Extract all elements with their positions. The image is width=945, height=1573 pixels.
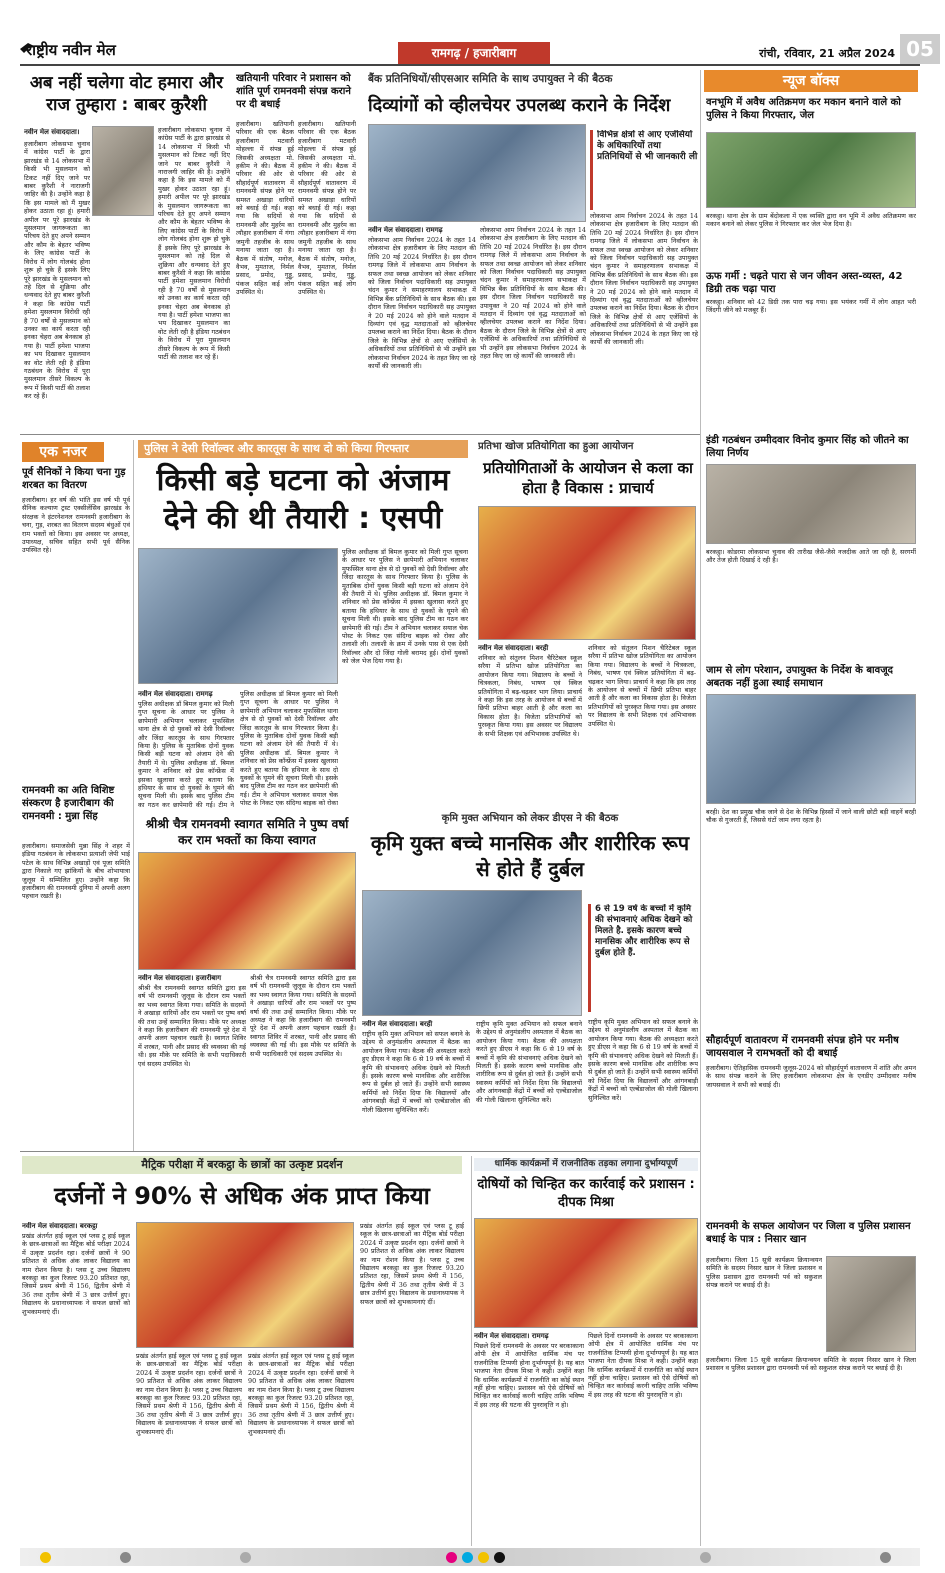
sahayak-body-col2: पिछले दिनों रामनवमी के अवसर पर बरकाकाना ओपी क्षेत्र में आयोजित धार्मिक मंच पर राजनीतिक टिप्पणी होना दुर्भाग्यपूर्ण है। यह बात भाजपा नेता दीपक मिश्रा ने कही। उन्होंने कहा कि धार्मिक कार्यक्रमों में राजनीति का कोई स्थान नहीं होना चाहिए। प्रशासन को ऐसे दोषियों को चिन्हित कर कार्रवाई करनी चाहिए ताकि भविष्य में इस तरह की घटना की पुनरावृत्ति न हो। — [588, 1332, 698, 1399]
deworm-kicker: कृमि मुक्त अभियान को लेकर डीएस ने की बैठक — [441, 813, 619, 824]
bank-kicker: बैंक प्रतिनिधियों/सीएसआर समिति के साथ उपायुक्त ने की बैठक — [368, 73, 613, 85]
matric-body-col2: प्रखंड अंतर्गत हाई स्कूल एवं प्लस टू हाई स्कूल के छात्र-छात्राओं का मैट्रिक बोर्ड परीक्षा 2024 में उत्कृष्ट प्रदर्शन रहा। दर्जनों छात्रों ने 90 प्रतिशत से अधिक अंक लाकर विद्यालय का नाम रोशन किया है। प्लस टू उच्च विद्यालय बरकट्ठा का कुल रिजल्ट 93.20 प्रतिशत रहा, जिसमें प्रथम श्रेणी में 156, द्वितीय श्रेणी में 36 तथा तृतीय श्रेणी में 3 छात्र उत्तीर्ण हुए। विद्यालय के प्रधानाध्यापक ने सफल छात्रों को शुभकामनाएं दीं। — [136, 1352, 242, 1436]
sahayak-kicker: धार्मिक कार्यक्रमों में राजनीतिक तड़का लगाना दुर्भाग्यपूर्ण — [474, 1158, 698, 1171]
vote-byline: नवीन मेल संवाददाता। — [24, 128, 80, 136]
competition-body: शनिवार को संतुलन मिशन चैरिटेबल स्कूल सरैया में प्रतिभा खोज प्रतियोगिता का आयोजन किया गया। विद्यालय के बच्चों ने चित्रकला, निबंध, भाषण एवं क्विज प्रतियोगिता में बढ़-चढ़कर भाग लिया। प्राचार्य ने कहा कि इस तरह के आयोजन से बच्चों में छिपी प्रतिभा बाहर आती है और कला का विकास होता है। विजेता प्रतिभागियों को पुरस्कृत किया गया। इस अवसर पर विद्यालय के सभी शिक्षक एवं अभिभावक उपस्थित थे। — [478, 654, 582, 738]
vote-body: हजारीबाग लोकसभा चुनाव में कांग्रेस पार्टी के द्वारा झारखंड से 14 लोकसभा में किसी भी मुसलमान को टिकट नहीं दिए जाने पर बाबर कुरैशी ने नाराजगी जाहिर की है। उन्होंने कहा है कि इस मामले को मैं मुखर होकर उठाता रहा हूं। हमारी अपील पर पूरे झारखंड के मुसलमान जागरूकता का परिचय देते हुए अपने सम्मान और कौम के बेहतर भविष्य के लिए कांग्रेस पार्टी के विरोध में लोग गोलबंद होना शुरू हो चुके हैं इसके लिए पूरे झारखंड के मुसलमान को तहे दिल से शुक्रिया और धन्यवाद देते हुए बाबर कुरैशी ने कहा कि कांग्रेस पार्टी हमेशा मुसलमान विरोधी रही है 70 वर्षों से मुसलमान को उनका का कार्य करता रही इनका चेहरा अब बेनकाब हो गया है। पार्टी हमेशा भाजपा का भय दिखाकर मुसलमान का वोट लेती रही है इंडिया गठबंधन के विरोध में पूरा मुसलमान तीसरे विकल्प के रूप में किसी पार्टी की तलाश कर रहे हैं। — [24, 140, 90, 401]
ek-nazar-item2-headline: रामनवमी का अति विशिष्ट संस्करण है हजारीबाग की रामनवमी : मुन्ना सिंह — [22, 785, 115, 822]
column-rule — [471, 1156, 472, 1546]
registration-dot — [240, 1552, 251, 1563]
crime-body-col3: पुलिस अधीक्षक डॉ बिमल कुमार को मिली गुप्त सूचना के आधार पर पुलिस ने छापेमारी अभियान चलाकर मुफस्सिल थाना क्षेत्र से दो युवकों को देसी रिवॉल्वर और जिंदा कारतूस के साथ गिरफ्तार किया है। पुलिस के मुताबिक दोनों युवक किसी बड़ी घटना को अंजाम देने की तैयारी में थे। पुलिस अधीक्षक डॉ. बिमल कुमार ने शनिवार को प्रेस कॉन्फ्रेंस में इसका खुलासा करते हुए बताया कि हथियार के साथ दो युवकों के घूमने की सूचना मिली थी। इसके बाद पुलिस टीम का गठन कर छापेमारी की गई। टीम ने अभियान चलाकर सयाल चेक पोस्ट के निकट एक संदिग्ध बाइक को रोका और तलाशी ली। तलाशी के क्रम में उनके पास से एक देसी रिवॉल्वर और दो जिंदा गोली बरामद हुई। दोनों युवकों को जेल भेज दिया गया है। — [342, 548, 468, 666]
news-box-item2-headline: ऊफ गर्मी : चढ़ते पारा से जन जीवन अस्त-व्यस्त, 42 डिग्री तक चढ़ा पारा — [706, 271, 903, 295]
deworm-headline: कृमि युक्त बच्चे मानसिक और शारीरिक रूप से होते हैं दुर्बल — [370, 831, 690, 881]
crime-body-col2: पुलिस अधीक्षक डॉ बिमल कुमार को मिली गुप्त सूचना के आधार पर पुलिस ने छापेमारी अभियान चलाकर मुफस्सिल थाना क्षेत्र से दो युवकों को देसी रिवॉल्वर और जिंदा कारतूस के साथ गिरफ्तार किया है। पुलिस के मुताबिक दोनों युवक किसी बड़ी घटना को अंजाम देने की तैयारी में थे। पुलिस अधीक्षक डॉ. बिमल कुमार ने शनिवार को प्रेस कॉन्फ्रेंस में इसका खुलासा करते हुए बताया कि हथियार के साथ दो युवकों के घूमने की सूचना मिली थी। इसके बाद पुलिस टीम का गठन कर छापेमारी की गई। टीम ने अभियान चलाकर सयाल चेक पोस्ट के निकट एक संदिग्ध बाइक को रोका — [240, 690, 338, 808]
registration-dot — [700, 1552, 711, 1563]
registration-dot — [462, 1552, 473, 1563]
dateline: रांची, रविवार, 21 अप्रैल 2024 — [759, 47, 895, 60]
matric-headline: दर्जनों ने 90% से अधिक अंक प्राप्त किया — [54, 1182, 430, 1210]
sahayak-byline: नवीन मेल संवाददाता। रामगढ़ — [474, 1332, 549, 1340]
column-rule — [700, 70, 701, 1546]
bank-body-col3: लोकसभा आम निर्वाचन 2024 के तहत 14 लोकसभा क्षेत्र हजारीबाग के लिए मतदान की तिथि 20 मई 2024 निर्धारित है। इस दौरान रामगढ़ जिले में लोकसभा आम निर्वाचन के सफल तथा स्वच्छ आयोजन को लेकर शनिवार को जिला निर्वाचन पदाधिकारी सह उपायुक्त चंदन कुमार ने समाहरणालय सभाकक्ष में विभिन्न बैंक प्रतिनिधियों के साथ बैठक की। इस दौरान जिला निर्वाचन पदाधिकारी सह उपायुक्त ने 20 मई 2024 को होने वाले मतदान में दिव्यांग एवं वृद्ध मतदाताओं को व्हीलचेयर उपलब्ध कराने का निर्देश दिया। बैठक के दौरान जिले के विभिन्न क्षेत्रों से आए एजेंसियों के अधिकारियों तथा प्रतिनिधियों से भी उन्होंने इस लोकसभा निर्वाचन 2024 के तहत किए जा रहे कार्यों की जानकारी ली। — [590, 212, 698, 347]
crime-press-conference-photo — [138, 548, 338, 684]
ek-nazar-title: एक नजर — [22, 442, 104, 462]
forest-encroachment-photo — [706, 132, 916, 208]
registration-dot — [478, 1552, 489, 1563]
masthead — [20, 34, 934, 64]
registration-dot — [40, 1552, 51, 1563]
deworm-byline: नवीन मेल संवाददाता। बरही — [362, 1020, 433, 1028]
matric-kicker: मैट्रिक परीक्षा में बरकट्ठा के छात्रों का उत्कृष्ट प्रदर्शन — [22, 1156, 462, 1174]
vote-headline: अब नहीं चलेगा वोट हमारा और राज तुम्हारा : बाबर कुरैशी — [29, 73, 224, 115]
matric-students-photo — [136, 1222, 354, 1348]
deworm-body-col2: राष्ट्रीय कृमि मुक्त अभियान को सफल बनाने के उद्देश्य से अनुमंडलीय अस्पताल में बैठक का आयोजन किया गया। बैठक की अध्यक्षता करते हुए डीएस ने कहा कि 6 से 19 वर्ष के बच्चों में कृमि की संभावनाएं अधिक देखने को मिलती हैं। इसके कारण बच्चे मानसिक और शारीरिक रूप से दुर्बल हो जाते हैं। उन्होंने सभी स्वास्थ्य कर्मियों को निर्देश दिया कि विद्यालयों और आंगनबाड़ी केंद्रों में बच्चों को एल्बेंडाजोल की गोली खिलाना सुनिश्चित करें। — [476, 1020, 582, 1104]
page-number: 05 — [900, 34, 940, 64]
matric-body-col3: प्रखंड अंतर्गत हाई स्कूल एवं प्लस टू हाई स्कूल के छात्र-छात्राओं का मैट्रिक बोर्ड परीक्षा 2024 में उत्कृष्ट प्रदर्शन रहा। दर्जनों छात्रों ने 90 प्रतिशत से अधिक अंक लाकर विद्यालय का नाम रोशन किया है। प्लस टू उच्च विद्यालय बरकट्ठा का कुल रिजल्ट 93.20 प्रतिशत रहा, जिसमें प्रथम श्रेणी में 156, द्वितीय श्रेणी में 36 तथा तृतीय श्रेणी में 3 छात्र उत्तीर्ण हुए। विद्यालय के प्रधानाध्यापक ने सफल छात्रों को शुभकामनाएं दीं। — [248, 1352, 354, 1436]
news-box-item2-body: बरकट्ठा। शनिवार को 42 डिग्री तक पारा चढ़ गया। इस भयंकर गर्मी में लोग आहत भरी जिंदगी जीने को मजबूर हैं। — [706, 298, 916, 315]
babar-qureshi-photo — [92, 126, 154, 216]
registration-dot — [120, 1552, 131, 1563]
bank-headline: दिव्यांगों को व्हीलचेयर उपलब्ध कराने के निर्देश — [368, 95, 671, 116]
bank-meeting-photo — [368, 124, 586, 222]
news-box-item6-body-cont: हजारीबाग। जिला 15 सूत्री कार्यक्रम क्रियान्वयन समिति के सदस्य निसार खान ने जिला प्रशासन व पुलिस प्रशासन द्वारा रामनवमी पर्व को सकुशल संपन्न कराने पर बधाई दी है। — [706, 1356, 916, 1373]
paper-name: राष्ट्रीय नवीन मेल — [26, 41, 116, 59]
sahayak-body: पिछले दिनों रामनवमी के अवसर पर बरकाकाना ओपी क्षेत्र में आयोजित धार्मिक मंच पर राजनीतिक टिप्पणी होना दुर्भाग्यपूर्ण है। यह बात भाजपा नेता दीपक मिश्रा ने कही। उन्होंने कहा कि धार्मिक कार्यक्रमों में राजनीति का कोई स्थान नहीं होना चाहिए। प्रशासन को ऐसे दोषियों को चिन्हित कर कार्रवाई करनी चाहिए ताकि भविष्य में इस तरह की घटना की पुनरावृत्ति न हो। — [474, 1342, 584, 1409]
ramnavami-body: श्रीश्री चैत्र रामनवमी स्वागत समिति द्वारा इस वर्ष भी रामनवमी जुलूस के दौरान राम भक्तों का भव्य स्वागत किया गया। समिति के सदस्यों ने अखाड़ा धारियों और राम भक्तों पर पुष्प वर्षा की तथा उन्हें सम्मानित किया। मौके पर अध्यक्ष ने कहा कि हजारीबाग की रामनवमी पूरे देश में अपनी अलग पहचान रखती है। स्वागत शिविर में शरबत, पानी और प्रसाद की व्यवस्था की गई थी। इस मौके पर समिति के सभी पदाधिकारी एवं सदस्य उपस्थित थे। — [138, 984, 246, 1068]
section-rule — [20, 1151, 700, 1152]
bank-body: लोकसभा आम निर्वाचन 2024 के तहत 14 लोकसभा क्षेत्र हजारीबाग के लिए मतदान की तिथि 20 मई 2024 निर्धारित है। इस दौरान रामगढ़ जिले में लोकसभा आम निर्वाचन के सफल तथा स्वच्छ आयोजन को लेकर शनिवार को जिला निर्वाचन पदाधिकारी सह उपायुक्त चंदन कुमार ने समाहरणालय सभाकक्ष में विभिन्न बैंक प्रतिनिधियों के साथ बैठक की। इस दौरान जिला निर्वाचन पदाधिकारी सह उपायुक्त ने 20 मई 2024 को होने वाले मतदान में दिव्यांग एवं वृद्ध मतदाताओं को व्हीलचेयर उपलब्ध कराने का निर्देश दिया। बैठक के दौरान जिले के विभिन्न क्षेत्रों से आए एजेंसियों के अधिकारियों तथा प्रतिनिधियों से भी उन्होंने इस लोकसभा निर्वाचन 2024 के तहत किए जा रहे कार्यों की जानकारी ली। — [368, 236, 476, 371]
news-box-item3-body: बरकट्ठा। कोडरमा लोकसभा चुनाव की तारीख जैसे-जैसे नजदीक आते जा रही है, सरगर्मी और तेज होती दिखाई दे रही है। — [706, 548, 916, 565]
khatiyani-body: हजारीबाग। खतियानी परिवार की एक बैठक हजारीबाग मटवारी मोहल्ला में संपन्न हुई जिसकी अध्यक्षता मो. हकीम ने की। बैठक में परिवार की ओर से सौहार्दपूर्ण वातावरण में रामनवमी संपन्न होने पर समस्त अखाड़ा धारियों को बधाई दी गई। कहा गया कि सदियों से रामनवमी और मुहर्रम का त्यौहार हजारीबाग में गंगा जमुनी तहजीब के साथ मनाया जाता रहा है। बैठक में संतोष, मनोज, वैभव, मुमताज, निर्मल प्रसाद, प्रमोद, गुड्डू, पंकज सहित कई लोग उपस्थित थे। — [236, 120, 294, 297]
competition-headline: प्रतियोगिताओं के आयोजन से कला का होता है विकास : प्राचार्य — [483, 459, 693, 497]
section-label: रामगढ़ / हजारीबाग — [398, 42, 550, 64]
deworm-meeting-photo — [362, 890, 582, 1016]
competition-kicker: प्रतिभा खोज प्रतियोगिता का हुआ आयोजन — [478, 441, 634, 452]
bank-pullquote — [590, 130, 698, 210]
news-box-item3-headline: इंडी गठबंधन उम्मीदवार विनोद कुमार सिंह को जीतने का लिया निर्णय — [706, 435, 909, 459]
sahayak-headline: दोषियों को चिन्हित कर कार्रवाई करे प्रशासन : दीपक मिश्रा — [477, 1177, 695, 1210]
news-box-title: न्यूज बॉक्स — [704, 70, 918, 92]
deworm-pullquote-text: 6 से 19 वर्ष के बच्चों में कृमि की संभावनाएं अधिक देखने को मिलते है. इसके कारण बच्चे मानसिक और शारीरिक रूप से दुर्बल होते हैं. — [595, 904, 693, 958]
registration-dot — [494, 1552, 505, 1563]
competition-students-photo — [478, 506, 696, 640]
news-box-item1-body: बरकट्ठा। थाना क्षेत्र के ग्राम बेंदोकला में एक व्यक्ति द्वारा वन भूमि में अवैध अतिक्रमण कर मकान बनाने को लेकर पुलिस ने गिरफ्तार कर जेल भेज दिया है। — [706, 212, 916, 229]
vote-body-col2: हजारीबाग लोकसभा चुनाव में कांग्रेस पार्टी के द्वारा झारखंड से 14 लोकसभा में किसी भी मुसलमान को टिकट नहीं दिए जाने पर बाबर कुरैशी ने नाराजगी जाहिर की है। उन्होंने कहा है कि इस मामले को मैं मुखर होकर उठाता रहा हूं। हमारी अपील पर पूरे झारखंड के मुसलमान जागरूकता का परिचय देते हुए अपने सम्मान और कौम के बेहतर भविष्य के लिए कांग्रेस पार्टी के विरोध में लोग गोलबंद होना शुरू हो चुके हैं इसके लिए पूरे झारखंड के मुसलमान को तहे दिल से शुक्रिया और धन्यवाद देते हुए बाबर कुरैशी ने कहा कि कांग्रेस पार्टी हमेशा मुसलमान विरोधी रही है 70 वर्षों से मुसलमान को उनका का कार्य करता रही इनका चेहरा अब बेनकाब हो गया है। पार्टी हमेशा भाजपा का भय दिखाकर मुसलमान का वोट लेती रही है इंडिया गठबंधन के विरोध में पूरा मुसलमान तीसरे विकल्प के रूप में किसी पार्टी की तलाश कर रहे हैं। — [158, 126, 230, 361]
crime-body: पुलिस अधीक्षक डॉ बिमल कुमार को मिली गुप्त सूचना के आधार पर पुलिस ने छापेमारी अभियान चलाकर मुफस्सिल थाना क्षेत्र से दो युवकों को देसी रिवॉल्वर और जिंदा कारतूस के साथ गिरफ्तार किया है। पुलिस के मुताबिक दोनों युवक किसी बड़ी घटना को अंजाम देने की तैयारी में थे। पुलिस अधीक्षक डॉ. बिमल कुमार ने शनिवार को प्रेस कॉन्फ्रेंस में इसका खुलासा करते हुए बताया कि हथियार के साथ दो युवकों के घूमने की सूचना मिली थी। इसके बाद पुलिस टीम का गठन कर छापेमारी की गई। टीम ने — [138, 700, 234, 808]
bank-body-col2: लोकसभा आम निर्वाचन 2024 के तहत 14 लोकसभा क्षेत्र हजारीबाग के लिए मतदान की तिथि 20 मई 2024 निर्धारित है। इस दौरान रामगढ़ जिले में लोकसभा आम निर्वाचन के सफल तथा स्वच्छ आयोजन को लेकर शनिवार को जिला निर्वाचन पदाधिकारी सह उपायुक्त चंदन कुमार ने समाहरणालय सभाकक्ष में विभिन्न बैंक प्रतिनिधियों के साथ बैठक की। इस दौरान जिला निर्वाचन पदाधिकारी सह उपायुक्त ने 20 मई 2024 को होने वाले मतदान में दिव्यांग एवं वृद्ध मतदाताओं को व्हीलचेयर उपलब्ध कराने का निर्देश दिया। बैठक के दौरान जिले के विभिन्न क्षेत्रों से आए एजेंसियों के अधिकारियों तथा प्रतिनिधियों से भी उन्होंने इस लोकसभा निर्वाचन 2024 के तहत किए जा रहे कार्यों की जानकारी ली। — [480, 226, 586, 361]
news-box-item1-headline: वनभूमि में अवैध अतिक्रमण कर मकान बनाने वाले को पुलिस ने किया गिरफ्तार, जेल — [706, 97, 901, 121]
khatiyani-body-col2: हजारीबाग। खतियानी परिवार की एक बैठक हजारीबाग मटवारी मोहल्ला में संपन्न हुई जिसकी अध्यक्षता मो. हकीम ने की। बैठक में परिवार की ओर से सौहार्दपूर्ण वातावरण में रामनवमी संपन्न होने पर समस्त अखाड़ा धारियों को बधाई दी गई। कहा गया कि सदियों से रामनवमी और मुहर्रम का त्यौहार हजारीबाग में गंगा जमुनी तहजीब के साथ मनाया जाता रहा है। बैठक में संतोष, मनोज, वैभव, मुमताज, निर्मल प्रसाद, प्रमोद, गुड्डू, पंकज सहित कई लोग उपस्थित थे। — [298, 120, 356, 297]
india-alliance-meeting-photo — [706, 464, 916, 544]
ek-nazar-item1-headline: पूर्व सैनिकों ने किया चना गुड़ शरबत का वितरण — [22, 467, 126, 491]
news-box-item5-headline: सौहार्दपूर्ण वातावरण में रामनवमी संपन्न होने पर मनीष जायसवाल ने रामभक्तों को दी बधाई — [706, 1035, 899, 1059]
competition-byline: नवीन मेल संवाददाता। बरही — [478, 644, 549, 652]
matric-body: प्रखंड अंतर्गत हाई स्कूल एवं प्लस टू हाई स्कूल के छात्र-छात्राओं का मैट्रिक बोर्ड परीक्षा 2024 में उत्कृष्ट प्रदर्शन रहा। दर्जनों छात्रों ने 90 प्रतिशत से अधिक अंक लाकर विद्यालय का नाम रोशन किया है। प्लस टू उच्च विद्यालय बरकट्ठा का कुल रिजल्ट 93.20 प्रतिशत रहा, जिसमें प्रथम श्रेणी में 156, द्वितीय श्रेणी में 36 तथा तृतीय श्रेणी में 3 छात्र उत्तीर्ण हुए। विद्यालय के प्रधानाध्यापक ने सफल छात्रों को शुभकामनाएं दीं। — [22, 1232, 130, 1316]
deworm-body-col3: राष्ट्रीय कृमि मुक्त अभियान को सफल बनाने के उद्देश्य से अनुमंडलीय अस्पताल में बैठक का आयोजन किया गया। बैठक की अध्यक्षता करते हुए डीएस ने कहा कि 6 से 19 वर्ष के बच्चों में कृमि की संभावनाएं अधिक देखने को मिलती हैं। इसके कारण बच्चे मानसिक और शारीरिक रूप से दुर्बल हो जाते हैं। उन्होंने सभी स्वास्थ्य कर्मियों को निर्देश दिया कि विद्यालयों और आंगनबाड़ी केंद्रों में बच्चों को एल्बेंडाजोल की गोली खिलाना सुनिश्चित करें। — [588, 1018, 698, 1102]
bank-byline: नवीन मेल संवाददाता। रामगढ़ — [368, 226, 443, 234]
column-rule — [133, 440, 134, 1152]
nisar-khan-photo — [826, 1256, 916, 1352]
section-tab — [398, 42, 550, 64]
ek-nazar-item1-body: हजारीबाग। हर वर्ष की भांति इस वर्ष भी पूर्व सैनिक कल्याण ट्रस्ट एक्सीलेंसिव झारखंड के संरक्षक ने इंटरनेशनल रामनवमी हजारीबाग के चना, गुड़, शरबत का वितरण सदस्य बंधुओं एवं राम भक्तों को किया। इस अवसर पर अध्यक्ष, उपाध्यक्ष, सचिव सहित सभी पूर्व सैनिक उपस्थित रहे। — [22, 496, 130, 555]
news-box-item4-body: बरही। देश का प्रमुख चौक जाने से देश के विभिन्न हिस्सों में जाने वाली छोटी बड़ी वाहनें बरही चौक से गुजरती हैं, जिससे घंटों जाम लगा रहता है। — [706, 808, 916, 825]
crime-byline: नवीन मेल संवाददाता। रामगढ़ — [138, 690, 213, 698]
traffic-jam-photo — [706, 694, 916, 804]
bank-pullquote-text: विभिन्न क्षेत्रों से आए एजेंसियों के अधिकारियों तथा प्रतिनिधियों से भी जानकारी ली — [597, 130, 698, 162]
matric-body-col4: प्रखंड अंतर्गत हाई स्कूल एवं प्लस टू हाई स्कूल के छात्र-छात्राओं का मैट्रिक बोर्ड परीक्षा 2024 में उत्कृष्ट प्रदर्शन रहा। दर्जनों छात्रों ने 90 प्रतिशत से अधिक अंक लाकर विद्यालय का नाम रोशन किया है। प्लस टू उच्च विद्यालय बरकट्ठा का कुल रिजल्ट 93.20 प्रतिशत रहा, जिसमें प्रथम श्रेणी में 156, द्वितीय श्रेणी में 36 तथा तृतीय श्रेणी में 3 छात्र उत्तीर्ण हुए। विद्यालय के प्रधानाध्यापक ने सफल छात्रों को शुभकामनाएं दीं। — [360, 1222, 464, 1306]
news-box-item5-body: हजारीबाग। ऐतिहासिक रामनवमी जुलूस-2024 को सौहार्दपूर्ण वातावरण में शांति और अमन के साथ संपन्न कराने के लिए हजारीबाग लोकसभा क्षेत्र के एनडीए उम्मीदवार मनीष जायसवाल ने सभी को बधाई दी। — [706, 1064, 916, 1089]
registration-dot — [446, 1552, 457, 1563]
news-box-item4-headline: जाम से लोग परेशान, उपायुक्त के निर्देश के बावजूद अबतक नहीं हुआ स्थाई समाधान — [706, 665, 893, 689]
ramnavami-headline: श्रीश्री चैत्र रामनवमी स्वागत समिति ने पुष्प वर्षा कर राम भक्तों का किया स्वागत — [145, 817, 349, 847]
news-box-item6-body: हजारीबाग। जिला 15 सूत्री कार्यक्रम क्रियान्वयन समिति के सदस्य निसार खान ने जिला प्रशासन व पुलिस प्रशासन द्वारा रामनवमी पर्व को सकुशल संपन्न कराने पर बधाई दी है। — [706, 1256, 822, 1290]
competition-body-col2: शनिवार को संतुलन मिशन चैरिटेबल स्कूल सरैया में प्रतिभा खोज प्रतियोगिता का आयोजन किया गया। विद्यालय के बच्चों ने चित्रकला, निबंध, भाषण एवं क्विज प्रतियोगिता में बढ़-चढ़कर भाग लिया। प्राचार्य ने कहा कि इस तरह के आयोजन से बच्चों में छिपी प्रतिभा बाहर आती है और कला का विकास होता है। विजेता प्रतिभागियों को पुरस्कृत किया गया। इस अवसर पर विद्यालय के सभी शिक्षक एवं अभिभावक उपस्थित थे। — [588, 644, 696, 728]
khatiyani-headline: खतियानी परिवार ने प्रशासन को शांति पूर्ण रामनवमी संपन्न कराने पर दी बधाई — [236, 73, 351, 110]
ramnavami-body-col2: श्रीश्री चैत्र रामनवमी स्वागत समिति द्वारा इस वर्ष भी रामनवमी जुलूस के दौरान राम भक्तों का भव्य स्वागत किया गया। समिति के सदस्यों ने अखाड़ा धारियों और राम भक्तों पर पुष्प वर्षा की तथा उन्हें सम्मानित किया। मौके पर अध्यक्ष ने कहा कि हजारीबाग की रामनवमी पूरे देश में अपनी अलग पहचान रखती है। स्वागत शिविर में शरबत, पानी और प्रसाद की व्यवस्था की गई थी। इस मौके पर समिति के सभी पदाधिकारी एवं सदस्य उपस्थित थे। — [250, 974, 356, 1058]
ramnavami-procession-photo — [138, 852, 356, 970]
deworm-pullquote — [588, 904, 698, 1012]
crime-kicker: पुलिस ने देसी रिवॉल्वर और कारतूस के साथ दो को किया गिरफ्तार — [138, 440, 468, 458]
masthead-rule — [20, 64, 920, 66]
deworm-body: राष्ट्रीय कृमि मुक्त अभियान को सफल बनाने के उद्देश्य से अनुमंडलीय अस्पताल में बैठक का आयोजन किया गया। बैठक की अध्यक्षता करते हुए डीएस ने कहा कि 6 से 19 वर्ष के बच्चों में कृमि की संभावनाएं अधिक देखने को मिलती हैं। इसके कारण बच्चे मानसिक और शारीरिक रूप से दुर्बल हो जाते हैं। उन्होंने सभी स्वास्थ्य कर्मियों को निर्देश दिया कि विद्यालयों और आंगनबाड़ी केंद्रों में बच्चों को एल्बेंडाजोल की गोली खिलाना सुनिश्चित करें। — [362, 1030, 470, 1114]
deepak-mishra-photo — [474, 1218, 698, 1328]
matric-byline: नवीन मेल संवाददाता। बरकट्ठा — [22, 1222, 98, 1230]
ramnavami-byline: नवीन मेल संवाददाता। हजारीबाग — [138, 974, 222, 982]
ek-nazar-item2-body: हजारीबाग। समाजसेवी मुन्ना सिंह ने शहर में इंडिया गठबंधन के लोकसभा प्रत्याशी जेपी भाई पटेल के साथ विभिन्न अखाड़ों एवं पूजा समिति द्वारा निकाले गए झांकियों के बीच शोभायात्रा जुलूस में सम्मिलित हुए। उन्होंने कहा कि हजारीबाग की रामनवमी दुनिया में अपनी अलग पहचान रखती है। — [22, 842, 130, 901]
crime-headline: किसी बड़े घटना को अंजाम देने की थी तैयारी : एसपी — [156, 463, 450, 536]
registration-dot — [880, 1552, 891, 1563]
news-box-item6-headline: रामनवमी के सफल आयोजन पर जिला व पुलिस प्रशासन बधाई के पात्र : निसार खान — [706, 1221, 911, 1245]
section-rule — [20, 434, 700, 435]
